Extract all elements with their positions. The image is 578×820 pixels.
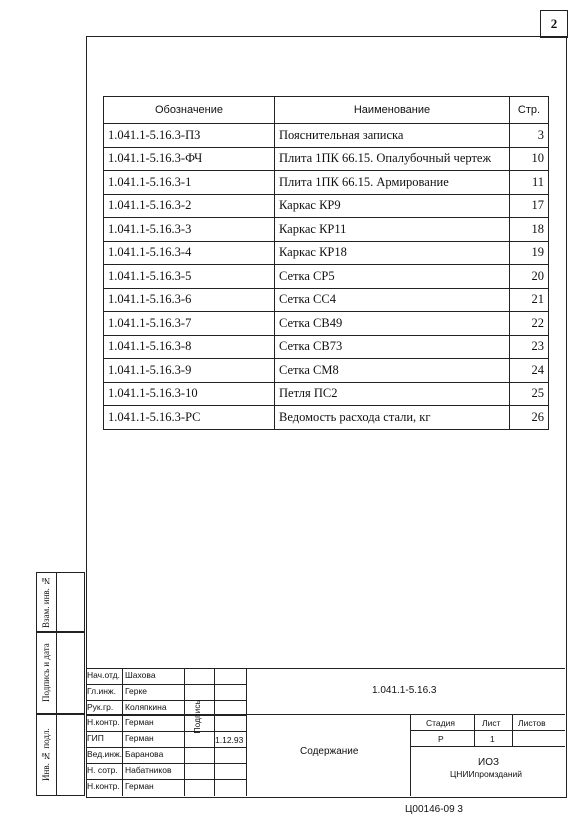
row-page: 20: [510, 265, 549, 289]
row-name: Сетка СМ8: [275, 359, 510, 383]
row-name: Плита 1ПК 66.15. Армирование: [275, 171, 510, 195]
sheets-label: Листов: [518, 718, 546, 728]
row-designation: 1.041.1-5.16.3-ФЧ: [104, 147, 275, 171]
table-row: [104, 218, 549, 242]
role-label: Н.контр.: [87, 717, 120, 728]
row-page: 23: [510, 335, 549, 359]
row-name: Каркас КР9: [275, 194, 510, 218]
role-label: Вед.инж.: [87, 749, 123, 759]
row-page: 24: [510, 359, 549, 383]
side-label-inv: Инв. № подл.: [41, 728, 51, 782]
row-page: 26: [510, 406, 549, 430]
row-page: 22: [510, 312, 549, 336]
row-name: Каркас КР11: [275, 218, 510, 242]
role-label: Н. сотр.: [87, 764, 118, 775]
row-name: Сетка СС4: [275, 288, 510, 312]
contents-table: [103, 96, 549, 430]
row-designation: 1.041.1-5.16.3-3: [104, 218, 275, 242]
org-line1: ИОЗ: [478, 757, 500, 768]
role-name: Шахова: [125, 670, 156, 680]
page-number: 2: [540, 10, 568, 38]
table-row: [104, 406, 549, 430]
sheet-label: Лист: [482, 718, 501, 728]
role-name: Баранова: [125, 749, 164, 759]
document-title: Содержание: [300, 746, 359, 757]
signature-label: Подпись: [192, 700, 202, 734]
row-designation: 1.041.1-5.16.3-4: [104, 241, 275, 265]
side-label-vzam: Взам. инв. №: [41, 575, 51, 629]
table-row: [104, 194, 549, 218]
role-name: Герман: [125, 733, 154, 744]
row-page: 21: [510, 288, 549, 312]
stage-value: Р: [438, 734, 444, 744]
table-header-row: [104, 97, 549, 124]
role-label: Рук.гр.: [87, 701, 114, 712]
row-designation: 1.041.1-5.16.3-9: [104, 359, 275, 383]
row-designation: 1.041.1-5.16.3-ПЗ: [104, 124, 275, 148]
row-designation: 1.041.1-5.16.3-10: [104, 382, 275, 406]
table-row: [104, 382, 549, 406]
row-page: 18: [510, 218, 549, 242]
sheet-value: 1: [490, 734, 495, 744]
row-name: Сетка СР5: [275, 265, 510, 289]
stage-label: Стадия: [426, 718, 455, 728]
role-name: Герман: [125, 717, 154, 728]
date-value: 1.12.93: [215, 735, 244, 745]
row-designation: 1.041.1-5.16.3-РС: [104, 406, 275, 430]
row-page: 10: [510, 147, 549, 171]
table-row: [104, 359, 549, 383]
header-designation: Обозначение: [104, 97, 275, 124]
header-page: Стр.: [510, 97, 549, 124]
side-label-podpis: Подпись и дата: [41, 643, 51, 703]
row-designation: 1.041.1-5.16.3-2: [104, 194, 275, 218]
row-page: 11: [510, 171, 549, 195]
row-page: 25: [510, 382, 549, 406]
header-name: Наименование: [275, 97, 510, 124]
row-page: 19: [510, 241, 549, 265]
table-row: [104, 147, 549, 171]
role-label: Нач.отд.: [87, 670, 120, 680]
org-line2: ЦНИИпромзданий: [450, 769, 523, 779]
table-row: [104, 265, 549, 289]
row-designation: 1.041.1-5.16.3-7: [104, 312, 275, 336]
row-designation: 1.041.1-5.16.3-5: [104, 265, 275, 289]
row-name: Плита 1ПК 66.15. Опалубочный чертеж: [275, 147, 510, 171]
row-name: Пояснительная записка: [275, 124, 510, 148]
row-name: Сетка СВ49: [275, 312, 510, 336]
role-name: Коляпкина: [125, 701, 167, 712]
row-name: Ведомость расхода стали, кг: [275, 406, 510, 430]
row-page: 17: [510, 194, 549, 218]
footer-code: Ц00146-09 3: [405, 804, 463, 815]
role-name: Герке: [125, 685, 148, 696]
table-row: [104, 335, 549, 359]
role-name: Набатников: [125, 764, 172, 775]
row-designation: 1.041.1-5.16.3-6: [104, 288, 275, 312]
row-name: Петля ПС2: [275, 382, 510, 406]
role-label: Н.контр.: [87, 780, 120, 791]
row-designation: 1.041.1-5.16.3-1: [104, 171, 275, 195]
role-label: ГИП: [87, 733, 104, 744]
table-row: [104, 288, 549, 312]
row-name: Сетка СВ73: [275, 335, 510, 359]
table-row: [104, 171, 549, 195]
table-row: [104, 312, 549, 336]
row-name: Каркас КР18: [275, 241, 510, 265]
role-name: Герман: [125, 780, 154, 791]
row-page: 3: [510, 124, 549, 148]
designation: 1.041.1-5.16.3: [372, 685, 437, 696]
table-row: [104, 241, 549, 265]
role-label: Гл.инж.: [87, 685, 116, 696]
table-row: [104, 124, 549, 148]
row-designation: 1.041.1-5.16.3-8: [104, 335, 275, 359]
